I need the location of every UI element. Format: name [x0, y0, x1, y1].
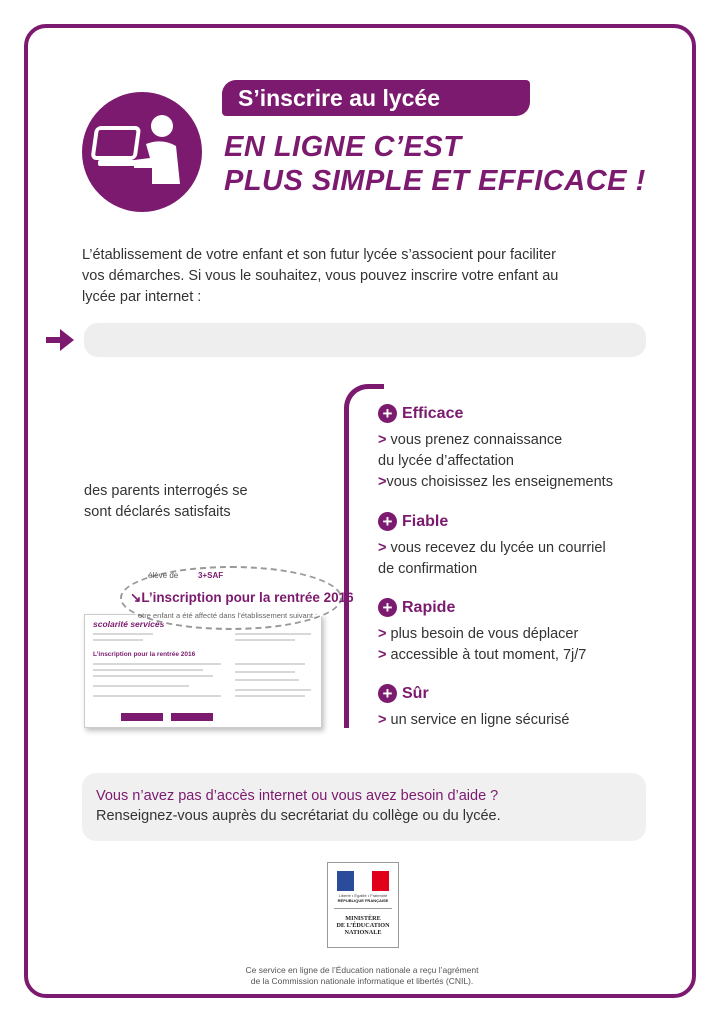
feature-line-text: un service en ligne sécurisé [390, 712, 570, 728]
url-bar[interactable] [84, 323, 646, 357]
screenshot-text-line [235, 689, 311, 691]
feature-sur-title [378, 684, 429, 703]
feature-line-text: de confirmation [378, 561, 478, 577]
feature-line [378, 430, 562, 451]
title-pill: S’inscrire au lycée [222, 80, 530, 116]
screenshot-text-line [235, 679, 299, 681]
intro-line: lycée par internet : [82, 289, 202, 305]
feature-line [378, 451, 514, 472]
feature-line [378, 645, 586, 666]
help-answer: Renseignez-vous auprès du secrétariat du collège ou du lycée. [96, 808, 501, 824]
plus-icon: + [378, 512, 397, 531]
screenshot-text-line [93, 639, 143, 641]
plus-icon: + [378, 684, 397, 703]
feature-title-text: Fiable [402, 512, 449, 530]
screenshot-text-line [93, 669, 203, 671]
feature-title-text: Efficace [402, 404, 464, 422]
screenshot-text-line [93, 675, 213, 677]
headline [224, 130, 646, 198]
feature-line [378, 538, 606, 559]
chevron-right-icon: > [378, 647, 387, 663]
chevron-right-icon: > [378, 432, 387, 448]
screenshot-brand: scolarité services [93, 619, 165, 629]
zoom-code: 3+SAF [198, 571, 224, 580]
ministry-name: MINISTÈRE DE L’ÉDUCATION NATIONALE [336, 915, 390, 937]
zoom-title-text: L’inscription pour la rentrée 2016 [141, 590, 354, 605]
screenshot-text-line [93, 663, 221, 665]
feature-line [378, 559, 477, 580]
zoom-subtitle: otre enfant a été affecté dans l’établissement suivant : [138, 611, 318, 620]
intro-line: vos démarches. Si vous le souhaitez, vous pouvez inscrire votre enfant au [82, 268, 559, 284]
help-question: Vous n’avez pas d’accès internet ou vous avez besoin d’aide ? [96, 788, 499, 804]
screenshot-text-line [93, 685, 189, 687]
feature-efficace-title [378, 404, 463, 423]
french-flag-icon [337, 871, 389, 891]
screenshot-text-line [235, 663, 305, 665]
feature-line-text: plus besoin de vous déplacer [390, 626, 579, 642]
satisfaction-line: des parents interrogés se [84, 483, 248, 499]
arrow-right-icon [44, 326, 76, 359]
ministry-logo [327, 862, 399, 948]
screenshot-button [171, 713, 213, 721]
computer-user-icon [82, 92, 202, 212]
intro-line: L’établissement de votre enfant et son futur lycée s’associent pour faciliter [82, 247, 556, 263]
ministry-motto: Liberté • Égalité • Fraternité [338, 893, 388, 898]
feature-line [378, 710, 569, 731]
screenshot-text-line [235, 695, 305, 697]
satisfaction-text [84, 481, 248, 523]
feature-line-text: vous recevez du lycée un courriel [390, 540, 606, 556]
screenshot-button [121, 713, 163, 721]
feature-line [378, 624, 578, 645]
screenshot-text-line [93, 695, 221, 697]
ministry-republic: RÉPUBLIQUE FRANÇAISE [337, 898, 389, 903]
feature-title-text: Rapide [402, 598, 456, 616]
plus-icon: + [378, 404, 397, 423]
feature-line-text: du lycée d’affectation [378, 453, 514, 469]
feature-line-text: vous prenez connaissance [390, 432, 563, 448]
website-screenshot [84, 614, 322, 728]
intro-paragraph [82, 245, 648, 308]
screenshot-text-line [235, 633, 311, 635]
chevron-right-icon: ↘ [130, 590, 142, 605]
chevron-right-icon: > [378, 540, 387, 556]
help-box [82, 773, 646, 841]
feature-title-text: Sûr [402, 684, 429, 702]
screenshot-text-line [93, 633, 153, 635]
feature-fiable-title [378, 512, 448, 531]
feature-line [378, 472, 613, 493]
zoom-label: élève de [148, 571, 179, 580]
satisfaction-line: sont déclarés satisfaits [84, 504, 231, 520]
feature-rapide-title [378, 598, 455, 617]
footer-line: de la Commission nationale informatique et libertés (CNIL). [250, 976, 474, 986]
chevron-right-icon: > [378, 626, 387, 642]
screenshot-text-line [235, 639, 295, 641]
screenshot-text-line [235, 671, 295, 673]
headline-line-2: PLUS SIMPLE ET EFFICACE ! [224, 165, 646, 197]
chevron-right-icon: > [378, 712, 387, 728]
plus-icon: + [378, 598, 397, 617]
divider [334, 908, 392, 909]
headline-line-1: EN LIGNE C’EST [224, 131, 462, 163]
feature-line-text: accessible à tout moment, 7j/7 [390, 647, 587, 663]
footer-text [120, 965, 604, 987]
screenshot-page-title: L’inscription pour la rentrée 2016 [93, 651, 196, 658]
footer-line: Ce service en ligne de l’Éducation nationale a reçu l’agrément [245, 965, 479, 975]
zoom-title [130, 590, 354, 606]
chevron-right-icon: > [378, 474, 387, 490]
feature-line-text: vous choisissez les enseignements [386, 474, 613, 490]
